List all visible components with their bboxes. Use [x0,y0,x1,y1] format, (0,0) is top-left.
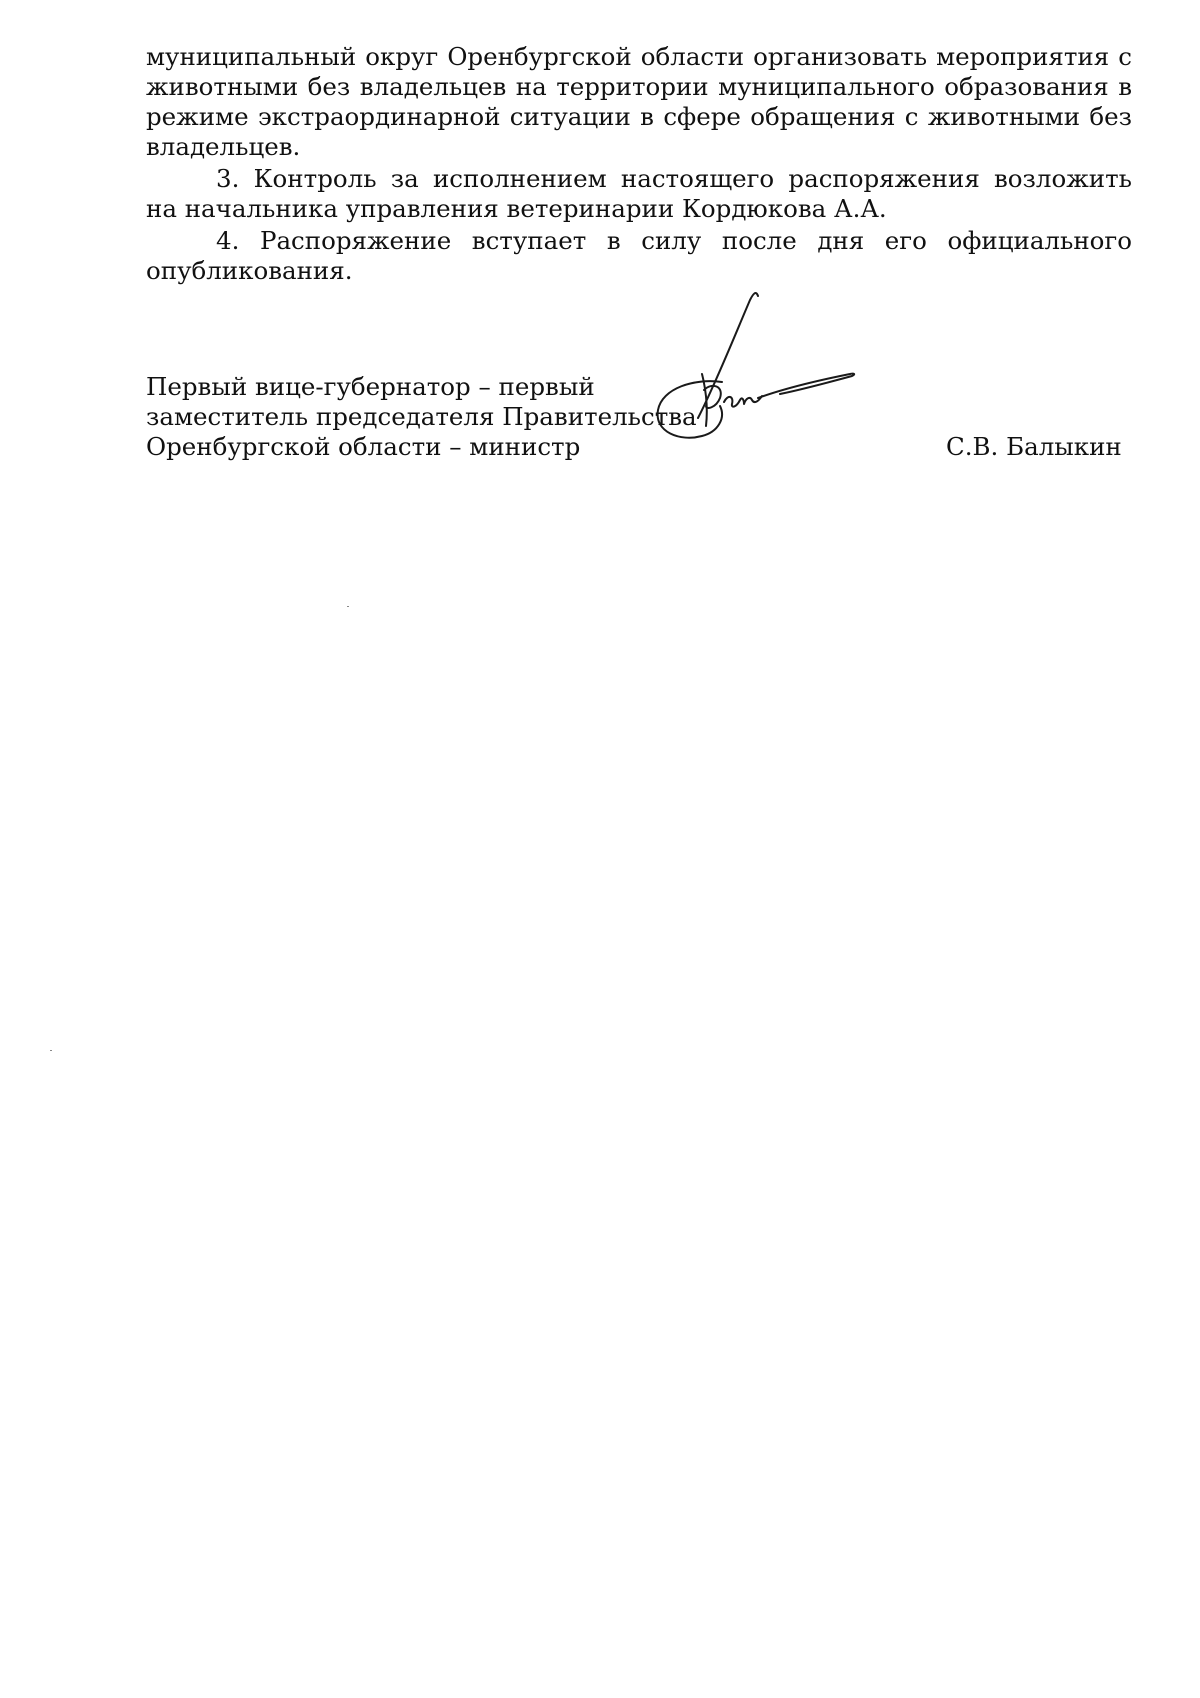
position-line-1: Первый вице-губернатор – первый [146,372,595,401]
position-line-3: Оренбургской области – министр [146,432,581,461]
signatory-name: С.В. Балыкин [946,432,1122,461]
scan-artifact [347,606,349,607]
paragraph-item-4: 4. Распоряжение вступает в силу после дня его официального опубликования. [146,226,1132,285]
position-line-2: заместитель председателя Правительства [146,402,697,431]
scan-artifact [50,1050,52,1051]
paragraph-continuation: муниципальный округ Оренбургской области организовать мероприятия с животными без владельцев на территории муниципального образования в режиме экстраординарной ситуации в сфере обращения с животными без владельцев. [146,42,1132,161]
handwritten-signature [640,290,880,470]
document-body [146,42,1132,288]
signatory-position [146,372,697,462]
paragraph-item-3: 3. Контроль за исполнением настоящего распоряжения возложить на начальника управления ветеринарии Кордюкова А.А. [146,164,1132,223]
